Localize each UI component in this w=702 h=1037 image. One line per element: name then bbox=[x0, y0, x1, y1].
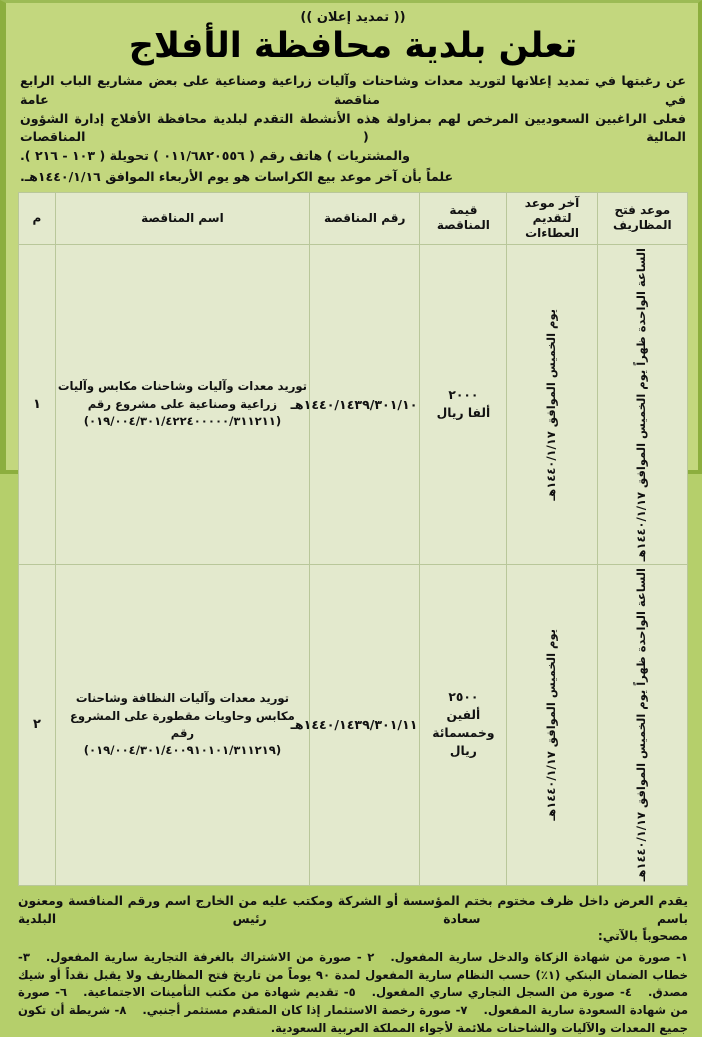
submission-attachments-label: مصحوباً بالآتي: bbox=[597, 929, 688, 944]
footer-section bbox=[18, 893, 688, 1037]
requirement-item: ٨- شريطة أن تكون جميع المعدات والآليات والشاحنات ملائمة لأجواء المملكة العربية السعودية. bbox=[18, 1003, 688, 1035]
cell-index: ٢ bbox=[19, 565, 56, 885]
requirement-item: ٦- صورة من شهادة السعودة سارية المفعول. bbox=[18, 985, 689, 1018]
value-words: ألفين وخمسمائة ريال bbox=[432, 708, 495, 758]
cell-value bbox=[420, 565, 507, 885]
requirement-item: ٢ - صورة من الاشتراك بالغرفة التجارية سارية المفعول. bbox=[45, 950, 375, 965]
column-header-open-date: موعد فتح المظاريف bbox=[597, 192, 687, 244]
cell-index: ١ bbox=[19, 244, 56, 564]
cell-tender-number: ١٤٤٠/١٤٣٩/٣٠١/١٠هـ bbox=[310, 244, 420, 564]
cell-value bbox=[420, 244, 507, 564]
requirement-item: ٣- خطاب الضمان البنكي (١٪) حسب النظام سارية المفعول لمدة ٩٠ يوماً من تاريخ فتح المظاريف ولا يقبل نقداً أو شيك مصدق. bbox=[18, 950, 689, 1000]
column-header-number: رقم المناقصة bbox=[310, 192, 420, 244]
last-date-text: يوم الخميس الموافق ١٤٤٠/١/١٧هـ bbox=[544, 308, 559, 501]
requirements-list bbox=[18, 949, 688, 1037]
project-code: (٠١٩/٠٠٤/٣٠١/٤٠٠٩١٠١٠١/٣١١٢١٩) bbox=[83, 743, 282, 758]
tender-name-text: توريد معدات وآليات وشاحنات مكابس وآليات زراعية وصناعية على مشروع رقم bbox=[57, 379, 308, 411]
cell-tender-number: ١٤٤٠/١٤٣٩/٣٠١/١١هـ bbox=[310, 565, 420, 885]
page-inner bbox=[6, 3, 698, 1035]
column-header-value: قيمة المناقصة bbox=[420, 192, 507, 244]
cell-tender-name bbox=[55, 565, 309, 885]
submission-instructions: يقدم العرض داخل ظرف مختوم بختم المؤسسة أو الشركة ومكتب عليه من الخارج اسم ورقم المنافسة ومعنون باسم سعادة رئيس البلدية bbox=[18, 893, 688, 926]
cell-last-date bbox=[507, 244, 597, 564]
table-header-row bbox=[19, 192, 688, 244]
project-code: (٠١٩/٠٠٤/٣٠١/٤٢٢٤٠٠٠٠٠/٣١١٢١١) bbox=[83, 414, 282, 429]
intro-paragraph bbox=[20, 72, 686, 166]
table-row bbox=[19, 565, 688, 885]
cell-open-date bbox=[597, 565, 687, 885]
requirement-item: ١- صورة من شهادة الزكاة والدخل سارية المفعول. bbox=[390, 950, 688, 965]
intro-line-1: عن رغبتها في تمديد إعلانها لتوريد معدات وشاحنات وآليات زراعية وصناعية على بعض مشاريع الباب الرابع في مناقصة عامة bbox=[20, 72, 686, 107]
open-date-text: الساعة الواحدة ظهراً يوم الخميس الموافق ١٤٤٠/١/١٧هـ bbox=[634, 568, 649, 882]
cell-tender-name bbox=[55, 244, 309, 564]
cell-last-date bbox=[507, 565, 597, 885]
sale-deadline-note: علماً بأن آخر موعد بيع الكراسات هو يوم الأربعاء الموافق ١٤٤٠/١/١٦هـ. bbox=[20, 169, 454, 185]
page-title: تعلن بلدية محافظة الأفلاج bbox=[128, 25, 578, 66]
requirement-item: ٤- صورة من السجل التجاري ساري المفعول. bbox=[371, 985, 632, 1000]
open-date-text: الساعة الواحدة ظهراً يوم الخميس الموافق ١٤٤٠/١/١٧هـ bbox=[634, 247, 649, 562]
column-header-last-date: آخر موعد لتقديم العطاءات bbox=[507, 192, 597, 244]
last-date-text: يوم الخميس الموافق ١٤٤٠/١/١٧هـ bbox=[544, 629, 559, 821]
value-amount: ٢٠٠٠ bbox=[448, 387, 479, 402]
column-header-index: م bbox=[19, 192, 56, 244]
column-header-name: اسم المناقصة bbox=[55, 192, 309, 244]
value-amount: ٢٥٠٠ bbox=[448, 690, 479, 705]
requirement-item: ٧- صورة رخصة الاستثمار إذا كان المتقدم مستثمر أجنبي. bbox=[142, 1003, 468, 1018]
announcement-eyebrow: (( تمديد إعلان )) bbox=[300, 10, 406, 25]
tender-table bbox=[18, 192, 688, 886]
table-row bbox=[19, 244, 688, 564]
intro-line-3: والمشتريات ) هاتف رقم ( ٠١١/٦٨٢٠٥٥٦ ) تحويلة ( ١٠٣ - ٢١٦ ). bbox=[20, 148, 411, 164]
value-words: ألفا ريال bbox=[436, 405, 491, 420]
requirement-item: ٥- تقديم شهادة من مكتب التأمينات الاجتماعية. bbox=[83, 985, 356, 1000]
intro-line-2: فعلى الراغبين السعوديين المرخص لهم بمزاولة هذه الأنشطة التقدم لبلدية محافظة الأفلاج إدارة الشؤون المالية ( المناقصات bbox=[20, 110, 686, 145]
tender-name-text: توريد معدات وآليات النظافة وشاحنات مكابس وحاويات مقطورة على المشروع رقم bbox=[69, 691, 295, 740]
cell-open-date bbox=[597, 244, 687, 564]
